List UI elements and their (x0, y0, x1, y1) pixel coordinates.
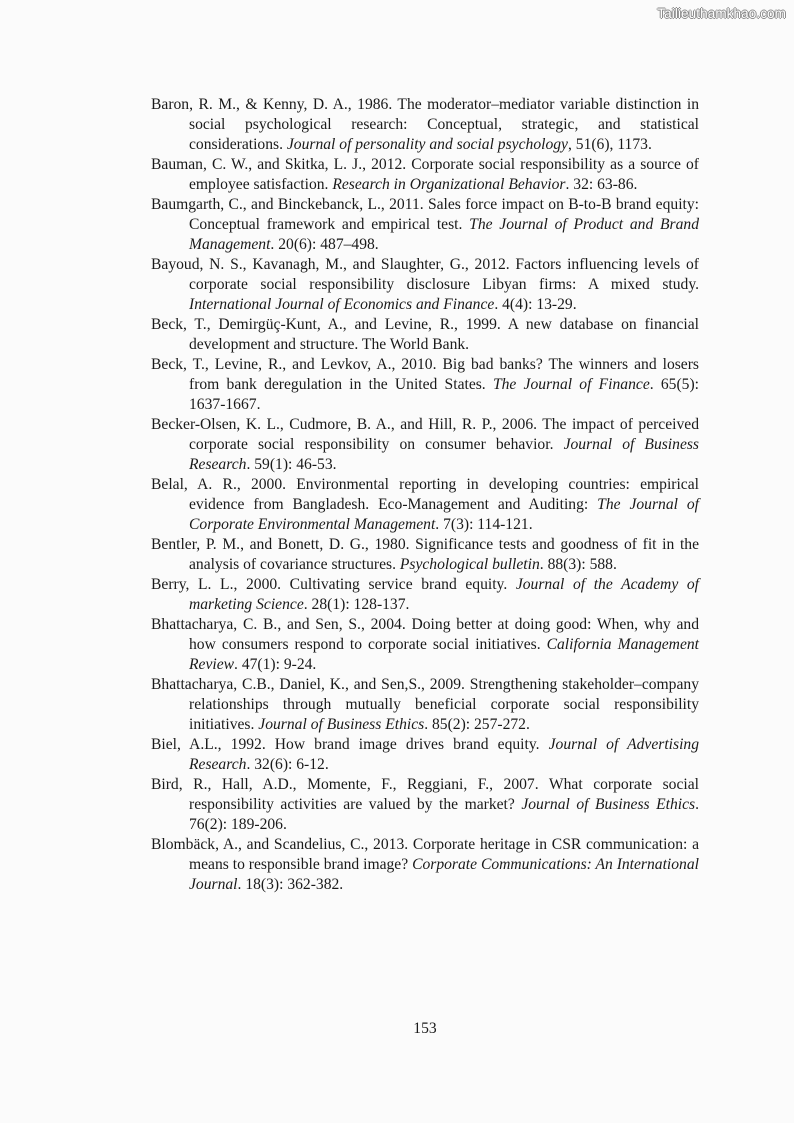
reference-source-title: International Journal of Economics and Finance (189, 296, 495, 313)
reference-text: , 51(6), 1173. (567, 136, 652, 153)
reference-text: Bayoud, N. S., Kavanagh, M., and Slaughter, G., 2012. Factors influencing levels of corporate social responsibility disclosure Libyan firms: A mixed study. (151, 256, 699, 293)
reference-text: Beck, T., Demirgüç-Kunt, A., and Levine, R., 1999. A new database on financial development and structure. The World Bank. (151, 316, 699, 353)
reference-entry (151, 315, 699, 355)
reference-entry (151, 195, 699, 255)
reference-text: Baumgarth, C., and Binckebanck, L., 2011. Sales force impact on B-to-B brand equity: Conceptual framework and empirical test. (151, 196, 699, 233)
reference-text: Belal, A. R., 2000. Environmental reporting in developing countries: empirical evidence from Bangladesh. Eco-Management and Auditing: (151, 476, 699, 513)
reference-entry (151, 475, 699, 535)
reference-text: . 28(1): 128-137. (303, 596, 410, 613)
page-number: 153 (413, 1020, 437, 1037)
reference-text: Blombäck, A., and Scandelius, C., 2013. Corporate heritage in CSR communication: a means to responsible brand image? (151, 836, 699, 873)
reference-entry (151, 535, 699, 575)
reference-text: Biel, A.L., 1992. How brand image drives brand equity. (151, 736, 549, 753)
reference-text: Becker-Olsen, K. L., Cudmore, B. A., and Hill, R. P., 2006. The impact of perceived corporate social responsibility on consumer behavior. (151, 416, 699, 453)
reference-source-title: Corporate Communications: An International Journal (189, 856, 699, 893)
reference-entry (151, 775, 699, 835)
reference-entry (151, 95, 699, 155)
reference-text: . 7(3): 114-121. (435, 516, 533, 533)
reference-source-title: Journal of Business Ethics (258, 716, 425, 733)
reference-source-title: Journal of Advertising Research (189, 736, 699, 773)
reference-text: . 20(6): 487–498. (270, 236, 379, 253)
reference-text: . 32: 63-86. (565, 176, 638, 193)
reference-text: Bhattacharya, C.B., Daniel, K., and Sen,S., 2009. Strengthening stakeholder–company relationships through mutually beneficial corporate social responsibility initiatives. (151, 676, 699, 733)
reference-source-title: The Journal of Corporate Environmental Management (189, 496, 699, 533)
reference-entry (151, 575, 699, 615)
reference-text: . 32(6): 6-12. (246, 756, 329, 773)
reference-source-title: Journal of the Academy of marketing Science (189, 576, 699, 613)
reference-entry (151, 835, 699, 895)
reference-entry (151, 735, 699, 775)
reference-source-title: Journal of Business Research (189, 436, 699, 473)
reference-text: Beck, T., Levine, R., and Levkov, A., 2010. Big bad banks? The winners and losers from bank deregulation in the United States. (151, 356, 699, 393)
reference-text: . 88(3): 588. (539, 556, 617, 573)
reference-text: . 65(5): 1637-1667. (189, 376, 699, 413)
reference-source-title: Research in Organizational Behavior (332, 176, 566, 193)
reference-text: . 76(2): 189-206. (189, 796, 699, 833)
reference-source-title: Psychological bulletin (399, 556, 540, 573)
reference-source-title: The Journal of Product and Brand Management (189, 216, 699, 253)
reference-entry (151, 415, 699, 475)
reference-text: . 18(3): 362-382. (237, 876, 344, 893)
reference-source-title: Journal of personality and social psychology (286, 136, 568, 153)
reference-text: . 85(2): 257-272. (424, 716, 530, 733)
reference-source-title: Journal of Business Ethics (521, 796, 696, 813)
reference-text: Bentler, P. M., and Bonett, D. G., 1980. Significance tests and goodness of fit in the analysis of covariance structures. (151, 536, 699, 573)
reference-text: Bird, R., Hall, A.D., Momente, F., Reggiani, F., 2007. What corporate social responsibility activities are valued by the market? (151, 776, 699, 813)
reference-list (151, 95, 699, 895)
reference-text: . 47(1): 9-24. (234, 656, 317, 673)
reference-entry (151, 155, 699, 195)
reference-text: . 4(4): 13-29. (494, 296, 577, 313)
reference-entry (151, 255, 699, 315)
reference-text: . 59(1): 46-53. (246, 456, 337, 473)
reference-text: Baron, R. M., & Kenny, D. A., 1986. The moderator–mediator variable distinction in social psychological research: Conceptual, strategic, and statistical considerations. (151, 96, 699, 153)
reference-entry (151, 615, 699, 675)
reference-text: Bhattacharya, C. B., and Sen, S., 2004. Doing better at doing good: When, why and how consumers respond to corporate social initiatives. (151, 616, 699, 653)
watermark-text: Tailieuthamkhao.com (657, 6, 786, 21)
reference-text: Bauman, C. W., and Skitka, L. J., 2012. Corporate social responsibility as a source of employee satisfaction. (151, 156, 699, 193)
reference-entry (151, 355, 699, 415)
reference-text: Berry, L. L., 2000. Cultivating service brand equity. (151, 576, 516, 593)
reference-entry (151, 675, 699, 735)
reference-source-title: California Management Review (189, 636, 699, 673)
reference-source-title: The Journal of Finance (492, 376, 650, 393)
